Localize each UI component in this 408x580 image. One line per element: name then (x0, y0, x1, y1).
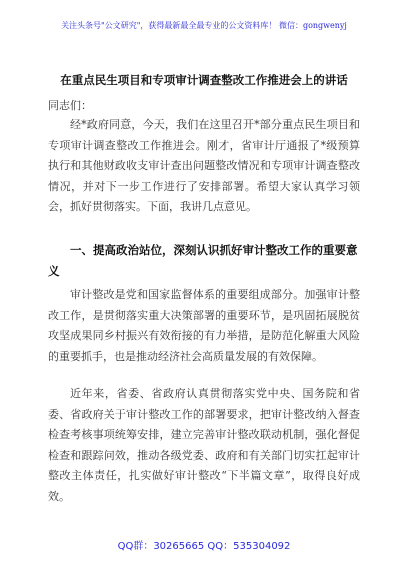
document-title: 在重点民生项目和专项审计调查整改工作推进会上的讲话 (60, 73, 348, 87)
body-paragraph-2: 近年来，省委、省政府认真贯彻落实党中央、国务院和省委、省政府关于审计整改工作的部署要求，把审计整改纳入督查检查考核事项统筹安排，建立完善审计整改联动机制，强化督促检查和跟踪问效，推动各级党委、政府和有关部门切实扛起审计整改主体责任，扎实做好审计整改“下半篇文章”，取得良好成效。 (48, 387, 360, 503)
section-heading: 一、提高政治站位，深刻认识抓好审计整改工作的重要意义 (48, 243, 358, 278)
body-paragraph-1: 审计整改是党和国家监督体系的重要组成部分。加强审计整改工作，是贯彻落实重大决策部署的重要环节，是巩固拓展脱贫攻坚成果同乡村振兴有效衔接的有力举措，是防范化解重大风险的重要抓手，也是推动经济社会高质量发展的有效保障。 (48, 288, 360, 363)
intro-paragraph: 经*政府同意，今天，我们在这里召开*部分重点民生项目和专项审计调查整改工作推进会。刚才，省审计厅通报了*级预算执行和其他财政收支审计查出问题整改情况和专项审计调查整改情况，并对下一步工作进行了安排部署。希望大家认真学习领会，抓好贯彻落实。下面，我讲几点意见。 (48, 118, 360, 213)
contact-footer: QQ群：30265665 QQ：535304092 (117, 541, 291, 552)
header-banner: 关注头条号"公文研究"，获得最新最全最专业的公文资料库！ 微信：gongwenyj (61, 21, 347, 30)
salutation: 同志们： (48, 99, 92, 112)
